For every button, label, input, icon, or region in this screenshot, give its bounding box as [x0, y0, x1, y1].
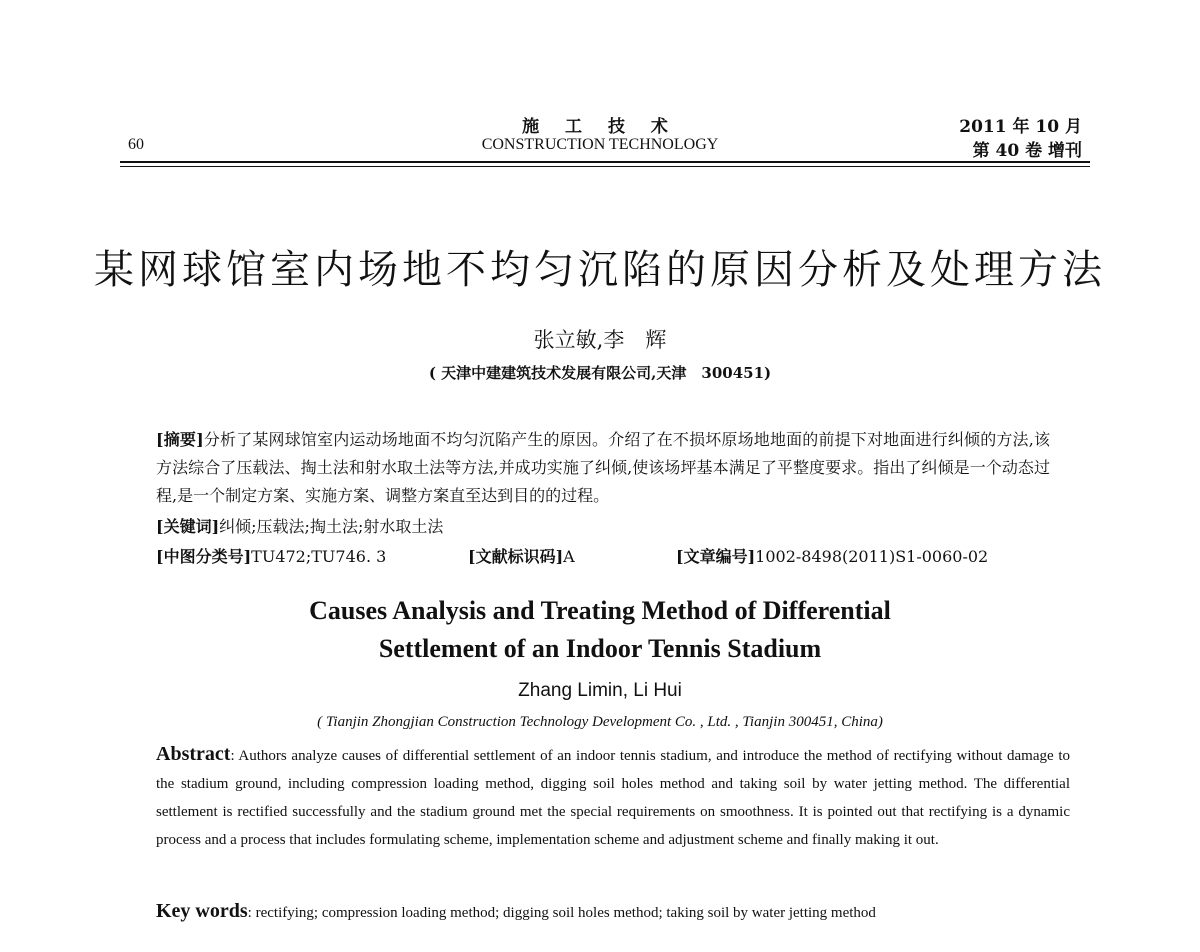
- abstract-en: [156, 740, 1070, 854]
- abstract-cn: [156, 426, 1050, 510]
- paper-title-en-line1: Causes Analysis and Treating Method of Differential: [309, 596, 891, 625]
- page-number: 60: [128, 136, 144, 153]
- article-number-value: 1002-8498(2011)S1-0060-02: [755, 547, 989, 566]
- keywords-en-text: : rectifying; compression loading method; digging soil holes method; taking soil by water jetting method: [247, 905, 876, 921]
- article-number-label: [文章编号]: [676, 547, 756, 566]
- doc-code-label: [文献标识码]: [468, 547, 564, 566]
- keywords-cn: [156, 514, 443, 537]
- doc-code-value: A: [563, 547, 575, 566]
- affiliation-cn: ( 天津中建建筑技术发展有限公司,天津 300451): [428, 364, 772, 382]
- paper-title-cn: 某网球馆室内场地不均匀沉陷的原因分析及处理方法: [94, 247, 1106, 293]
- clc-label: [中图分类号]: [156, 547, 252, 566]
- header-rule-thick: [120, 161, 1090, 163]
- keywords-cn-text: 纠倾;压载法;掏土法;射水取土法: [219, 517, 444, 536]
- clc-value: TU472;TU746. 3: [251, 547, 387, 566]
- journal-title-cn: 施 工 技 术: [522, 117, 678, 137]
- article-number-group: [676, 544, 988, 567]
- header-rule-thin: [120, 166, 1090, 167]
- abstract-en-label: Abstract: [156, 743, 231, 765]
- journal-title-en: CONSTRUCTION TECHNOLOGY: [481, 136, 719, 153]
- keywords-cn-label: [关键词]: [156, 517, 220, 536]
- authors-cn: 张立敏,李 辉: [533, 328, 667, 352]
- abstract-cn-label: [摘要]: [156, 430, 204, 449]
- paper-title-en: [0, 592, 1200, 668]
- keywords-en-label: Key words: [156, 900, 248, 922]
- paper-title-en-line2: Settlement of an Indoor Tennis Stadium: [378, 634, 822, 663]
- issue-date: 2011 年 10 月: [959, 117, 1082, 137]
- keywords-en: [156, 900, 1070, 923]
- issue-volume: 第 40 卷 增刊: [972, 141, 1082, 161]
- abstract-en-text: : Authors analyze causes of differential settlement of an indoor tennis stadium, and introduce the method of rectifying without damage to the stadium ground, including compression loading method, digging soil holes method and taking soil by water jetting method. The differential settlement is rectified successfully and the stadium ground met the special requirements on smoothness. It is pointed out that rectifying is a dynamic process and a process that includes formulating scheme, implementation scheme and adjustment scheme and finally making it out.: [156, 748, 1070, 848]
- clc-group: [156, 544, 468, 567]
- classification-line: [156, 544, 1050, 567]
- abstract-cn-text: 分析了某网球馆室内运动场地面不均匀沉陷产生的原因。介绍了在不损坏原场地地面的前提下对地面进行纠倾的方法,该方法综合了压载法、掏土法和射水取土法等方法,并成功实施了纠倾,使该场坪基本满足了平整度要求。指出了纠倾是一个动态过程,是一个制定方案、实施方案、调整方案直至达到目的的过程。: [156, 430, 1050, 505]
- affiliation-en: ( Tianjin Zhongjian Construction Technology Development Co. , Ltd. , Tianjin 300451, China): [317, 714, 883, 730]
- doc-code-group: [468, 544, 676, 567]
- authors-en: Zhang Limin, Li Hui: [518, 680, 682, 701]
